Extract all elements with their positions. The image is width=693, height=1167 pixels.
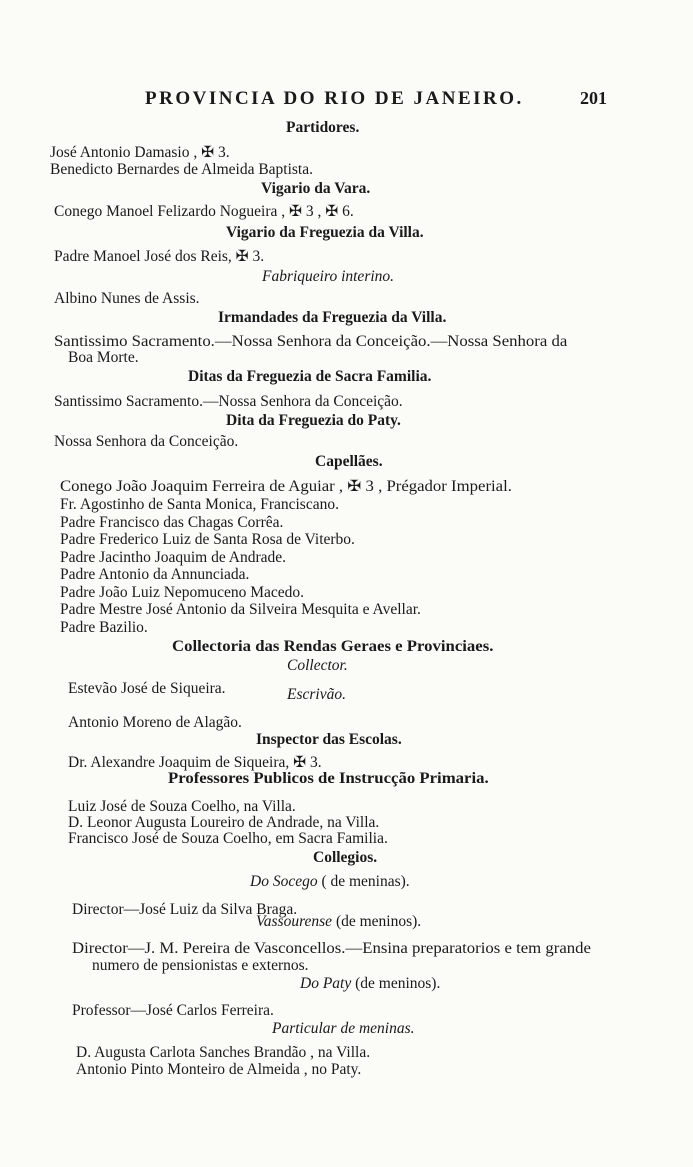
college-name: Vassourense [256,913,333,930]
running-head: PROVINCIA DO RIO DE JANEIRO. [145,88,524,109]
college-name: Do Paty [300,975,352,992]
entry-line: Director—J. M. Pereira de Vasconcellos.—Ensina preparatorios e tem grande [72,940,591,957]
entry-line: Padre Frederico Luiz de Santa Rosa de Viterbo. [60,531,355,548]
entry-line: Director—José Luiz da Silva Braga. [72,901,298,918]
section-heading: Vigario da Freguezia da Villa. [226,224,424,241]
college-note: ( de meninas). [317,873,410,890]
section-heading: Collegios. [313,849,378,866]
section-heading: Collectoria das Rendas Geraes e Provinciaes. [172,638,494,655]
entry-line: Albino Nunes de Assis. [54,290,200,307]
entry-line: Padre Manoel José dos Reis, ✠ 3. [54,248,265,265]
section-heading: Partidores. [286,119,360,136]
entry-line: D. Augusta Carlota Sanches Brandão , na Villa. [76,1044,371,1061]
entry-line: Conego Manoel Felizardo Nogueira , ✠ 3 , ✠ 6. [54,203,354,220]
section-heading: Professores Publicos de Instrucção Primaria. [168,770,489,787]
section-heading: Dita da Freguezia do Paty. [226,412,401,429]
section-heading: Inspector das Escolas. [256,731,402,748]
entry-line: Antonio Moreno de Alagão. [68,714,242,731]
entry-line: Benedicto Bernardes de Almeida Baptista. [50,161,313,178]
entry-line: Padre Francisco das Chagas Corrêa. [60,514,284,531]
entry-line: Francisco José de Souza Coelho, em Sacra Familia. [68,830,388,847]
entry-line: Padre João Luiz Nepomuceno Macedo. [60,584,305,601]
entry-line: numero de pensionistas e externos. [92,957,309,974]
entry-line: Padre Jacintho Joaquim de Andrade. [60,549,286,566]
section-subheading: Collector. [287,657,348,674]
entry-line: Antonio Pinto Monteiro de Almeida , no Paty. [76,1061,362,1078]
section-subheading: Fabriqueiro interino. [262,268,395,285]
page-number: 201 [580,88,607,108]
entry-line: Nossa Senhora da Conceição. [54,433,239,450]
section-subheading: Particular de meninas. [272,1020,415,1037]
entry-line: Padre Mestre José Antonio da Silveira Mesquita e Avellar. [60,601,421,618]
section-heading: Ditas da Freguezia de Sacra Familia. [188,368,432,385]
college-note: (de meninos). [351,975,441,992]
entry-line: Estevão José de Siqueira. [68,680,226,697]
section-subheading: Escrivão. [287,686,346,703]
entry-line: José Antonio Damasio , ✠ 3. [50,144,230,161]
section-heading: Vigario da Vara. [261,180,371,197]
entry-line: Santissimo Sacramento.—Nossa Senhora da Conceição.—Nossa Senhora da [54,333,568,350]
entry-line: Fr. Agostinho de Santa Monica, Franciscano. [60,496,339,513]
college-note: (de meninos). [332,913,422,930]
entry-line: D. Leonor Augusta Loureiro de Andrade, na Villa. [68,814,380,831]
college-name: Do Socego [250,873,318,890]
entry-line [250,873,410,891]
entry-line [300,975,440,993]
entry-line: Luiz José de Souza Coelho, na Villa. [68,798,296,815]
entry-line: Conego João Joaquim Ferreira de Aguiar , ✠ 3 , Prégador Imperial. [60,478,512,495]
entry-line: Boa Morte. [68,349,139,366]
entry-line: Padre Antonio da Annunciada. [60,566,250,583]
entry-line: Dr. Alexandre Joaquim de Siqueira, ✠ 3. [68,754,322,771]
entry-line: Professor—José Carlos Ferreira. [72,1002,274,1019]
section-heading: Irmandades da Freguezia da Villa. [218,309,447,326]
entry-line: Padre Bazilio. [60,619,148,636]
section-heading: Capellães. [315,453,383,470]
entry-line [256,913,421,931]
entry-line: Santissimo Sacramento.—Nossa Senhora da Conceição. [54,393,403,410]
